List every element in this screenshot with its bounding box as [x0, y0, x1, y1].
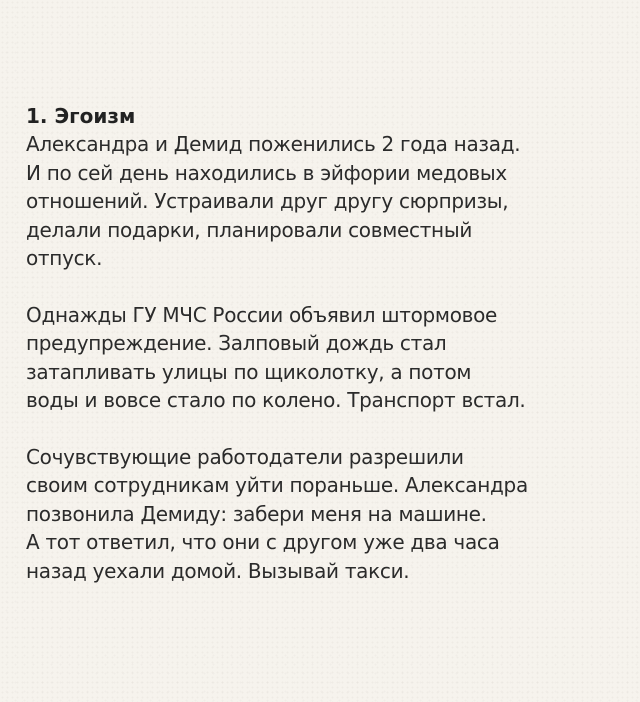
text-line: своим сотрудникам уйти пораньше. Александра: [26, 473, 528, 497]
text-line: Сочувствующие работодатели разрешили: [26, 444, 464, 469]
story-text: [26, 102, 626, 613]
text-line: отношений. Устраивали друг другу сюрпризы,: [26, 189, 509, 213]
text-line: Однажды ГУ МЧС России объявил штормовое: [26, 302, 498, 327]
text-line: А тот ответил, что они с другом уже два часа: [26, 530, 500, 554]
text-line: затапливать улицы по щиколотку, а потом: [26, 359, 472, 384]
text-line: предупреждение. Залповый дождь стал: [26, 331, 447, 355]
paragraph-3: [26, 443, 626, 586]
text-line: делали подарки, планировали совместный: [26, 217, 473, 242]
paragraph-2: [26, 301, 626, 415]
section-heading: 1. Эгоизм: [26, 104, 136, 128]
text-line: И по сей день находились в эйфории медовых: [26, 160, 507, 185]
text-line: назад уехали домой. Вызывай такси.: [26, 558, 410, 583]
text-line: Александра и Демид поженились 2 года назад.: [26, 132, 521, 156]
paragraph-1: [26, 130, 626, 273]
text-line: отпуск.: [26, 246, 103, 270]
text-line: позвонила Демиду: забери меня на машине.: [26, 501, 487, 526]
text-line: воды и вовсе стало по колено. Транспорт встал.: [26, 388, 526, 412]
